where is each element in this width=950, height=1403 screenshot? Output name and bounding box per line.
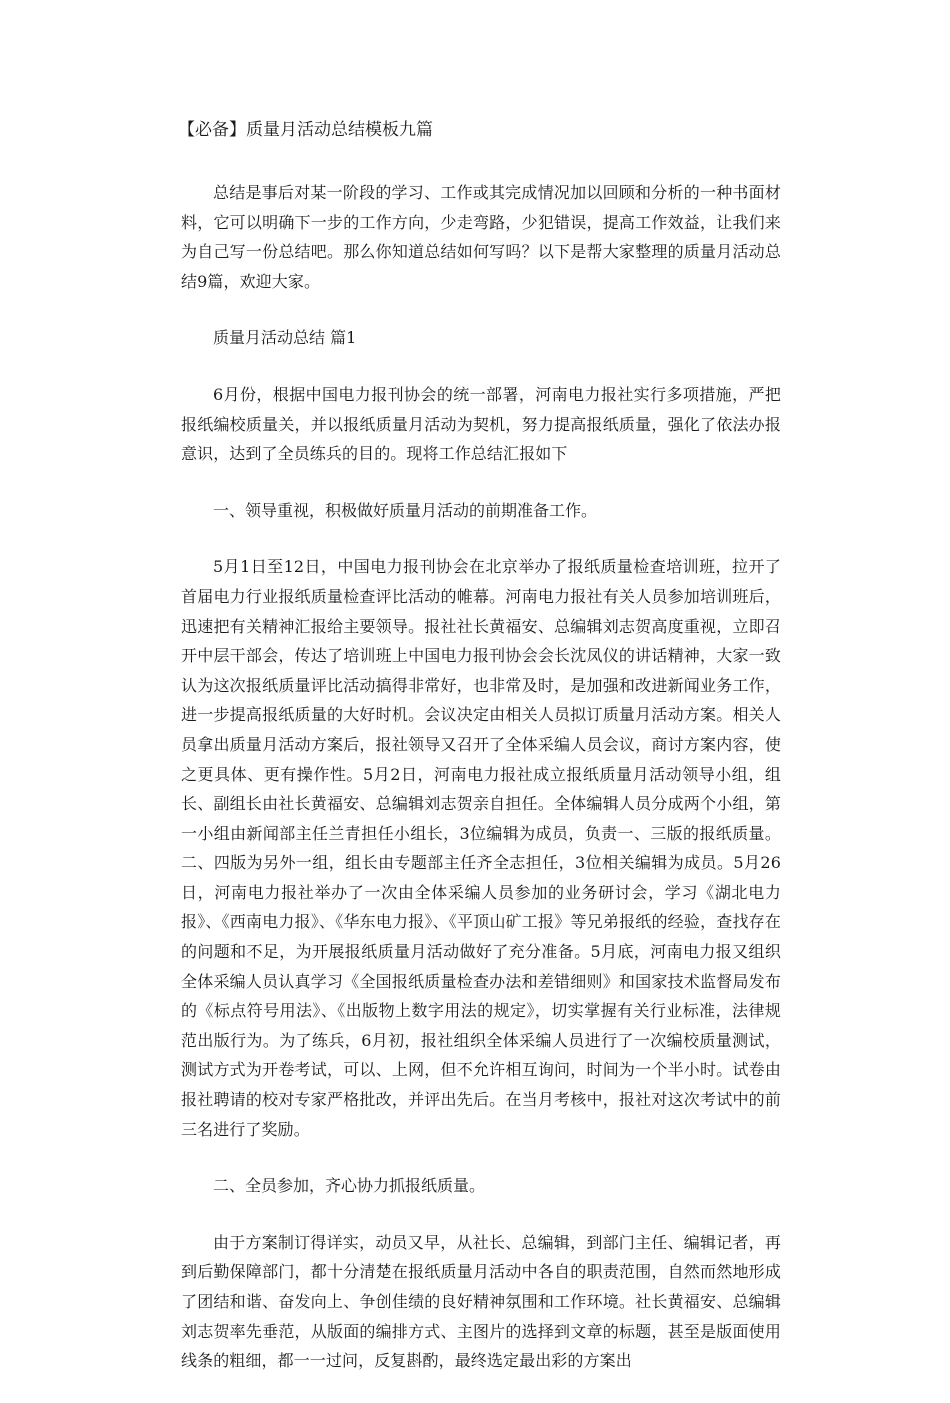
subheading-2: 二、全员参加，齐心协力抓报纸质量。 bbox=[213, 1176, 486, 1196]
body-paragraph-1: 6月份，根据中国电力报刊协会的统一部署，河南电力报社实行多项措施，严把报纸编校质量关，并以报纸质量月活动为契机，努力提高报纸质量，强化了依法办报意识，达到了全员练兵的目的。现将工作总结汇报如下 bbox=[181, 384, 781, 464]
intro-paragraph: 总结是事后对某一阶段的学习、工作或其完成情况加以回顾和分析的一种书面材料，它可以明确下一步的工作方向，少走弯路，少犯错误，提高工作效益，让我们来为自己写一份总结吧。那么你知道总结如何写吗？以下是帮大家整理的质量月活动总结9篇，欢迎大家。 bbox=[181, 183, 781, 291]
body-paragraph-3: 由于方案制订得详实，动员又早，从社长、总编辑，到部门主任、编辑记者，再到后勤保障部门，都十分清楚在报纸质量月活动中各自的职责范围，自然而然地形成了团结和谐、奋发向上、争创佳绩的良好精神氛围和工作环境。社长黄福安、总编辑刘志贺率先垂范，从版面的编排方式、主图片的选择到文章的标题，甚至是版面使用线条的粗细，都一一过问，反复斟酌，最终选定最出彩的方案出 bbox=[181, 1232, 781, 1371]
section-title: 质量月活动总结 篇1 bbox=[213, 328, 357, 348]
body-paragraph-2: 5月1日至12日，中国电力报刊协会在北京举办了报纸质量检查培训班，拉开了首届电力行业报纸质量检查评比活动的帷幕。河南电力报社有关人员参加培训班后，迅速把有关精神汇报给主要领导。报社社长黄福安、总编辑刘志贺高度重视，立即召开中层干部会，传达了培训班上中国电力报刊协会会长沈凤仪的讲话精神，大家一致认为这次报纸质量评比活动搞得非常好，也非常及时，是加强和改进新闻业务工作，进一步提高报纸质量的大好时机。会议决定由相关人员拟订质量月活动方案。相关人员拿出质量月活动方案后，报社领导又召开了全体采编人员会议，商讨方案内容，使之更具体、更有操作性。5月2日，河南电力报社成立报纸质量月活动领导小组，组长、副组长由社长黄福安、总编辑刘志贺亲自担任。全体编辑人员分成两个小组，第一小组由新闻部主任兰青担任小组长，3位编辑为成员，负责一、三版的报纸质量。二、四版为另外一组，组长由专题部主任齐全志担任，3位相关编辑为成员。5月26日，河南电力报社举办了一次由全体采编人员参加的业务研讨会，学习《湖北电力报》、《西南电力报》、《华东电力报》、《平顶山矿工报》等兄弟报纸的经验，查找存在的问题和不足，为开展报纸质量月活动做好了充分准备。5月底，河南电力报又组织全体采编人员认真学习《全国报纸质量检查办法和差错细则》和国家技术监督局发布的《标点符号用法》、《出版物上数字用法的规定》，切实掌握有关行业标准，法律规范出版行为。为了练兵，6月初，报社组织全体采编人员进行了一次编校质量测试，测试方式为开卷考试，可以、上网，但不允许相互询问，时间为一个半小时。试卷由报社聘请的校对专家严格批改，并评出先后。在当月考核中，报社对这次考试中的前三名进行了奖励。 bbox=[181, 557, 781, 1139]
document-title: 【必备】质量月活动总结模板九篇 bbox=[178, 120, 433, 140]
subheading-1: 一、领导重视，积极做好质量月活动的前期准备工作。 bbox=[213, 500, 598, 520]
document-page bbox=[178, 118, 781, 1403]
